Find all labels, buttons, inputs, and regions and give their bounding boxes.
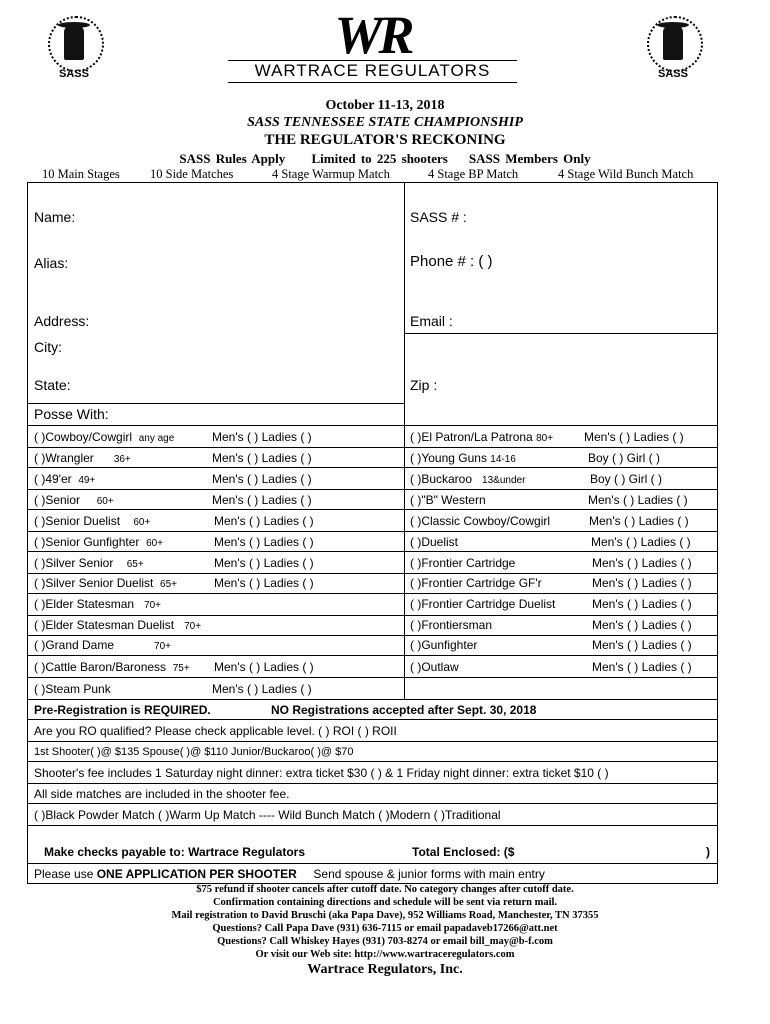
website-link: Or visit our Web site: http://www.wartraceregulators.com [255,949,515,960]
category-options: Boy ( ) Girl ( ) [590,472,662,486]
stage-item: 4 Stage BP Match [428,167,519,181]
name-label: Name: [34,209,76,225]
category-options: Men's ( ) Ladies ( ) [214,576,314,590]
address-label: Address: [34,313,90,329]
zip-label: Zip : [410,377,438,393]
category-options: Men's ( ) Ladies ( ) [212,430,312,444]
category-row: ( )El Patron/La Patrona 80+ [410,430,554,444]
rules-item: Limited to 225 shooters [311,151,448,166]
category-row: ( )Senior 60+ [34,493,114,507]
state-label: State: [34,377,71,393]
category-row: ( )Buckaroo 13&under [410,472,526,486]
category-options: Men's ( ) Ladies ( ) [584,430,684,444]
alias-label: Alias: [34,255,69,271]
wartrace-logo [220,5,525,84]
category-row: ( )Wrangler 36+ [34,451,131,465]
stage-item: 4 Stage Warmup Match [272,167,390,181]
ro-qualified: Are you RO qualified? Please check applicable level. ( ) ROI ( ) ROII [34,724,397,738]
category-options: Men's ( ) Ladies ( ) [588,493,688,507]
sass-badge-label: SASS [59,68,89,80]
category-options: Men's ( ) Ladies ( ) [592,597,692,611]
category-options: Men's ( ) Ladies ( ) [589,514,689,528]
category-row: ( )Elder Statesman 70+ [34,597,162,611]
logo-banner [220,58,525,86]
category-options: Men's ( ) Ladies ( ) [212,472,312,486]
logo-text: WARTRACE REGULATORS [254,61,491,80]
email-label: Email : [410,313,453,329]
sass-badge-right [641,14,705,84]
registration-form [27,182,718,884]
sass-badge-label: SASS [658,68,688,80]
side-matches-line: All side matches are included in the shooter fee. [34,787,290,801]
sass-number-label: SASS # : [410,209,467,225]
total-close-paren: ) [706,845,710,859]
event-date: October 11-13, 2018 [325,98,445,113]
phone-label: Phone # : ( ) [410,253,493,270]
posse-label: Posse With: [34,406,109,422]
contact-papa-dave: Questions? Call Papa Dave (931) 636-7115 or email papadaveb17266@att.net [212,923,558,934]
category-options: Men's ( ) Ladies ( ) [214,660,314,674]
category-row: ( )Elder Statesman Duelist 70+ [34,618,202,632]
extra-matches-line: ( )Black Powder Match ( )Warm Up Match ---- Wild Bunch Match ( )Modern ( )Traditional [34,808,501,822]
category-row: ( )Duelist [410,535,459,549]
championship-title: SASS TENNESSEE STATE CHAMPIONSHIP [247,115,523,130]
category-options: Men's ( ) Ladies ( ) [214,556,314,570]
mail-address: Mail registration to David Bruschi (aka Papa Dave), 952 Williams Road, Manchester, TN 37355 [171,910,599,921]
category-row: ( )Classic Cowboy/Cowgirl [410,514,551,528]
prereg-required: Pre-Registration is REQUIRED. [34,703,211,717]
category-row: ( )Frontier Cartridge GF'r [410,576,542,590]
stage-item: 10 Side Matches [150,167,234,181]
prereg-deadline: NO Registrations accepted after Sept. 30, 2018 [271,703,537,717]
category-row: ( )Silver Senior Duelist 65+ [34,576,178,590]
category-options: Men's ( ) Ladies ( ) [212,682,312,696]
category-row: ( )Frontier Cartridge [410,556,516,570]
city-label: City: [34,339,62,355]
dinner-line: Shooter's fee includes 1 Saturday night dinner: extra ticket $30 ( ) & 1 Friday night dinner: extra ticket $10 ( ) [34,766,609,780]
category-row: ( )Cowboy/Cowgirl any age [34,430,175,444]
one-application-line: Please use ONE APPLICATION PER SHOOTER Send spouse & junior forms with main entry [34,867,545,881]
sass-badge-left [42,14,106,84]
org-name: Wartrace Regulators, Inc. [307,962,463,977]
category-options: Men's ( ) Ladies ( ) [214,514,314,528]
confirmation-note: Confirmation containing directions and schedule will be sent via return mail. [212,897,558,908]
category-row: ( )Frontier Cartridge Duelist [410,597,556,611]
category-options: Men's ( ) Ladies ( ) [592,660,692,674]
category-options: Men's ( ) Ladies ( ) [591,535,691,549]
category-options: Men's ( ) Ladies ( ) [592,638,692,652]
refund-policy: $75 refund if shooter cancels after cutoff date. No category changes after cutoff date. [196,884,574,895]
stage-item: 10 Main Stages [42,167,120,181]
category-row: ( )"B" Western [410,493,486,507]
category-options: Boy ( ) Girl ( ) [588,451,660,465]
category-row: ( )Senior Gunfighter 60+ [34,535,164,549]
category-row: ( )Cattle Baron/Baroness 75+ [34,660,190,674]
category-row: ( )Frontiersman [410,618,493,632]
rules-item: SASS Rules Apply [179,151,286,166]
contact-whiskey-hayes: Questions? Call Whiskey Hayes (931) 703-8274 or email bill_may@b-f.com [217,936,553,947]
category-row: ( )Senior Duelist 60+ [34,514,151,528]
fee-options: 1st Shooter( )@ $135 Spouse( )@ $110 Junior/Buckaroo( )@ $70 [34,746,354,758]
logo-mark: WR [334,5,411,65]
checks-payable: Make checks payable to: Wartrace Regulators [44,845,305,859]
category-row: ( )Young Guns 14-16 [410,451,516,465]
rules-line [0,151,770,167]
category-row: ( )Grand Dame 70+ [34,638,172,652]
category-row: ( )Outlaw [410,660,459,674]
category-row: ( )49'er 49+ [34,472,96,486]
category-row: ( )Silver Senior 65+ [34,556,144,570]
rules-item: SASS Members Only [468,151,591,166]
category-options: Men's ( ) Ladies ( ) [592,556,692,570]
match-name: THE REGULATOR'S RECKONING [264,132,506,148]
category-options: Men's ( ) Ladies ( ) [592,618,692,632]
category-options: Men's ( ) Ladies ( ) [212,451,312,465]
total-enclosed: Total Enclosed: ($ [412,845,515,859]
category-options: Men's ( ) Ladies ( ) [212,493,312,507]
category-row: ( )Steam Punk [34,682,111,696]
category-options: Men's ( ) Ladies ( ) [214,535,314,549]
stage-item: 4 Stage Wild Bunch Match [558,167,694,181]
category-options: Men's ( ) Ladies ( ) [592,576,692,590]
category-row: ( )Gunfighter [410,638,478,652]
